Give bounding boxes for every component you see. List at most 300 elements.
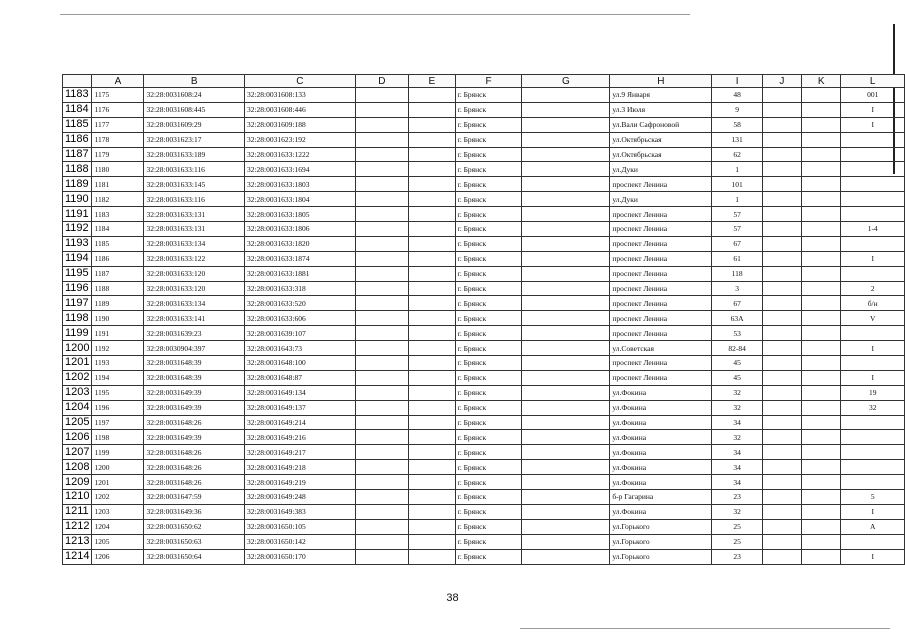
cell-j[interactable] (762, 356, 801, 371)
cell-l[interactable] (841, 192, 905, 207)
cell-h[interactable]: ул.Фокина (610, 400, 712, 415)
cell-h[interactable]: проспект Ленина (610, 207, 712, 222)
cell-f[interactable]: г. Брянск (455, 326, 522, 341)
cell-c[interactable]: 32:28:0031608:446 (244, 102, 355, 117)
cell-h[interactable]: проспект Ленина (610, 222, 712, 237)
cell-l[interactable] (841, 236, 905, 251)
cell-i[interactable]: 25 (712, 519, 762, 534)
cell-c[interactable]: 32:28:0031633:1820 (244, 236, 355, 251)
cell-e[interactable] (408, 207, 455, 222)
row-header-cell[interactable]: 1187 (63, 147, 92, 162)
cell-c[interactable]: 32:28:0031649:214 (244, 415, 355, 430)
cell-h[interactable]: ул.Горького (610, 549, 712, 564)
cell-d[interactable] (355, 207, 408, 222)
cell-l[interactable]: 5 (841, 490, 905, 505)
cell-a[interactable]: 1194 (92, 370, 144, 385)
cell-e[interactable] (408, 534, 455, 549)
cell-c[interactable]: 32:28:0031633:520 (244, 296, 355, 311)
cell-a[interactable]: 1176 (92, 102, 144, 117)
cell-e[interactable] (408, 296, 455, 311)
cell-g[interactable] (522, 251, 610, 266)
cell-a[interactable]: 1195 (92, 385, 144, 400)
column-header-d[interactable]: D (355, 75, 408, 88)
cell-k[interactable] (802, 207, 841, 222)
cell-k[interactable] (802, 147, 841, 162)
cell-k[interactable] (802, 117, 841, 132)
row-header-cell[interactable]: 1188 (63, 162, 92, 177)
cell-c[interactable]: 32:28:0031649:219 (244, 475, 355, 490)
cell-d[interactable] (355, 415, 408, 430)
cell-i[interactable]: 63А (712, 311, 762, 326)
cell-f[interactable]: г. Брянск (455, 341, 522, 356)
column-header-c[interactable]: C (244, 75, 355, 88)
cell-k[interactable] (802, 326, 841, 341)
cell-i[interactable]: 67 (712, 296, 762, 311)
cell-h[interactable]: б-р Гагарина (610, 490, 712, 505)
cell-g[interactable] (522, 341, 610, 356)
cell-c[interactable]: 32:28:0031633:1804 (244, 192, 355, 207)
cell-j[interactable] (762, 311, 801, 326)
row-header-cell[interactable]: 1206 (63, 430, 92, 445)
cell-i[interactable]: 45 (712, 356, 762, 371)
cell-c[interactable]: 32:28:0031649:216 (244, 430, 355, 445)
cell-c[interactable]: 32:28:0031633:1881 (244, 266, 355, 281)
cell-h[interactable]: проспект Ленина (610, 296, 712, 311)
cell-e[interactable] (408, 549, 455, 564)
column-header-i[interactable]: I (712, 75, 762, 88)
cell-i[interactable]: 82-84 (712, 341, 762, 356)
cell-b[interactable]: 32:28:0031633:131 (144, 207, 245, 222)
cell-h[interactable]: ул.Фокина (610, 430, 712, 445)
cell-b[interactable]: 32:28:0031633:131 (144, 222, 245, 237)
cell-l[interactable]: 1-4 (841, 222, 905, 237)
cell-g[interactable] (522, 400, 610, 415)
cell-f[interactable]: г. Брянск (455, 266, 522, 281)
cell-j[interactable] (762, 415, 801, 430)
cell-d[interactable] (355, 504, 408, 519)
cell-f[interactable]: г. Брянск (455, 222, 522, 237)
cell-i[interactable]: 58 (712, 117, 762, 132)
row-header-cell[interactable]: 1194 (63, 251, 92, 266)
cell-k[interactable] (802, 311, 841, 326)
cell-g[interactable] (522, 296, 610, 311)
cell-f[interactable]: г. Брянск (455, 385, 522, 400)
row-header-cell[interactable]: 1184 (63, 102, 92, 117)
cell-d[interactable] (355, 519, 408, 534)
cell-c[interactable]: 32:28:0031643:73 (244, 341, 355, 356)
cell-h[interactable]: проспект Ленина (610, 266, 712, 281)
cell-b[interactable]: 32:28:0031648:26 (144, 475, 245, 490)
cell-h[interactable]: ул.Октябрьская (610, 147, 712, 162)
cell-l[interactable]: I (841, 549, 905, 564)
cell-l[interactable] (841, 266, 905, 281)
cell-g[interactable] (522, 117, 610, 132)
cell-k[interactable] (802, 400, 841, 415)
row-header-cell[interactable]: 1213 (63, 534, 92, 549)
cell-h[interactable]: ул.9 Января (610, 88, 712, 103)
cell-c[interactable]: 32:28:0031649:134 (244, 385, 355, 400)
cell-i[interactable]: 3 (712, 281, 762, 296)
cell-i[interactable]: 53 (712, 326, 762, 341)
cell-l[interactable]: А (841, 519, 905, 534)
cell-c[interactable]: 32:28:0031633:1805 (244, 207, 355, 222)
cell-f[interactable]: г. Брянск (455, 177, 522, 192)
cell-b[interactable]: 32:28:0031608:445 (144, 102, 245, 117)
cell-a[interactable]: 1186 (92, 251, 144, 266)
cell-f[interactable]: г. Брянск (455, 400, 522, 415)
cell-d[interactable] (355, 281, 408, 296)
cell-k[interactable] (802, 281, 841, 296)
cell-k[interactable] (802, 162, 841, 177)
cell-j[interactable] (762, 147, 801, 162)
cell-i[interactable]: 34 (712, 475, 762, 490)
cell-a[interactable]: 1206 (92, 549, 144, 564)
cell-g[interactable] (522, 519, 610, 534)
row-header-cell[interactable]: 1195 (63, 266, 92, 281)
cell-d[interactable] (355, 222, 408, 237)
cell-i[interactable]: 9 (712, 102, 762, 117)
cell-l[interactable]: I (841, 370, 905, 385)
cell-g[interactable] (522, 370, 610, 385)
cell-f[interactable]: г. Брянск (455, 460, 522, 475)
cell-h[interactable]: ул.Дуки (610, 162, 712, 177)
cell-g[interactable] (522, 460, 610, 475)
cell-h[interactable]: ул.Фокина (610, 415, 712, 430)
cell-e[interactable] (408, 370, 455, 385)
row-header-cell[interactable]: 1201 (63, 356, 92, 371)
cell-d[interactable] (355, 311, 408, 326)
cell-i[interactable]: 57 (712, 207, 762, 222)
cell-a[interactable]: 1190 (92, 311, 144, 326)
cell-j[interactable] (762, 400, 801, 415)
row-header-cell[interactable]: 1197 (63, 296, 92, 311)
cell-i[interactable]: 45 (712, 370, 762, 385)
row-header-cell[interactable]: 1191 (63, 207, 92, 222)
cell-j[interactable] (762, 132, 801, 147)
cell-i[interactable]: 34 (712, 460, 762, 475)
cell-j[interactable] (762, 326, 801, 341)
cell-a[interactable]: 1197 (92, 415, 144, 430)
cell-g[interactable] (522, 385, 610, 400)
cell-b[interactable]: 32:28:0031649:39 (144, 400, 245, 415)
cell-g[interactable] (522, 534, 610, 549)
cell-h[interactable]: ул.Фокина (610, 460, 712, 475)
row-header-cell[interactable]: 1209 (63, 475, 92, 490)
cell-l[interactable] (841, 430, 905, 445)
cell-l[interactable]: I (841, 504, 905, 519)
cell-e[interactable] (408, 385, 455, 400)
cell-b[interactable]: 32:28:0031650:62 (144, 519, 245, 534)
cell-d[interactable] (355, 445, 408, 460)
cell-i[interactable]: 62 (712, 147, 762, 162)
cell-a[interactable]: 1191 (92, 326, 144, 341)
cell-l[interactable]: I (841, 251, 905, 266)
cell-a[interactable]: 1178 (92, 132, 144, 147)
cell-b[interactable]: 32:28:0031648:26 (144, 415, 245, 430)
cell-e[interactable] (408, 102, 455, 117)
cell-g[interactable] (522, 326, 610, 341)
cell-g[interactable] (522, 281, 610, 296)
cell-l[interactable]: 001 (841, 88, 905, 103)
cell-b[interactable]: 32:28:0031648:26 (144, 460, 245, 475)
cell-a[interactable]: 1183 (92, 207, 144, 222)
cell-e[interactable] (408, 460, 455, 475)
cell-j[interactable] (762, 534, 801, 549)
cell-k[interactable] (802, 415, 841, 430)
row-header-cell[interactable]: 1200 (63, 341, 92, 356)
cell-h[interactable]: проспект Ленина (610, 236, 712, 251)
column-header-f[interactable]: F (455, 75, 522, 88)
cell-i[interactable]: 101 (712, 177, 762, 192)
cell-g[interactable] (522, 490, 610, 505)
cell-c[interactable]: 32:28:0031649:137 (244, 400, 355, 415)
cell-f[interactable]: г. Брянск (455, 549, 522, 564)
cell-a[interactable]: 1179 (92, 147, 144, 162)
cell-d[interactable] (355, 534, 408, 549)
row-header-cell[interactable]: 1185 (63, 117, 92, 132)
cell-j[interactable] (762, 177, 801, 192)
cell-c[interactable]: 32:28:0031650:170 (244, 549, 355, 564)
cell-k[interactable] (802, 385, 841, 400)
cell-g[interactable] (522, 266, 610, 281)
cell-k[interactable] (802, 236, 841, 251)
cell-c[interactable]: 32:28:0031609:188 (244, 117, 355, 132)
cell-g[interactable] (522, 415, 610, 430)
column-header-h[interactable]: H (610, 75, 712, 88)
cell-b[interactable]: 32:28:0031649:39 (144, 430, 245, 445)
cell-a[interactable]: 1196 (92, 400, 144, 415)
cell-c[interactable]: 32:28:0031633:1694 (244, 162, 355, 177)
cell-d[interactable] (355, 475, 408, 490)
cell-d[interactable] (355, 251, 408, 266)
cell-c[interactable]: 32:28:0031633:1222 (244, 147, 355, 162)
cell-k[interactable] (802, 549, 841, 564)
cell-a[interactable]: 1204 (92, 519, 144, 534)
cell-e[interactable] (408, 430, 455, 445)
cell-l[interactable]: I (841, 102, 905, 117)
cell-h[interactable]: ул.Горького (610, 519, 712, 534)
cell-j[interactable] (762, 370, 801, 385)
cell-f[interactable]: г. Брянск (455, 147, 522, 162)
cell-a[interactable]: 1189 (92, 296, 144, 311)
cell-g[interactable] (522, 162, 610, 177)
cell-i[interactable]: 23 (712, 490, 762, 505)
row-header-cell[interactable]: 1190 (63, 192, 92, 207)
cell-c[interactable]: 32:28:0031650:142 (244, 534, 355, 549)
cell-h[interactable]: проспект Ленина (610, 356, 712, 371)
cell-g[interactable] (522, 147, 610, 162)
cell-i[interactable]: 25 (712, 534, 762, 549)
column-header-a[interactable]: A (92, 75, 144, 88)
cell-c[interactable]: 32:28:0031648:87 (244, 370, 355, 385)
cell-j[interactable] (762, 385, 801, 400)
cell-e[interactable] (408, 400, 455, 415)
cell-i[interactable]: 34 (712, 415, 762, 430)
cell-f[interactable]: г. Брянск (455, 311, 522, 326)
cell-h[interactable]: ул.3 Июля (610, 102, 712, 117)
cell-c[interactable]: 32:28:0031648:100 (244, 356, 355, 371)
cell-i[interactable]: 61 (712, 251, 762, 266)
cell-j[interactable] (762, 519, 801, 534)
column-header-j[interactable]: J (762, 75, 801, 88)
cell-b[interactable]: 32:28:0031633:120 (144, 281, 245, 296)
cell-h[interactable]: ул.Фокина (610, 504, 712, 519)
cell-l[interactable] (841, 162, 905, 177)
cell-k[interactable] (802, 222, 841, 237)
cell-b[interactable]: 32:28:0031648:26 (144, 445, 245, 460)
cell-d[interactable] (355, 370, 408, 385)
cell-l[interactable] (841, 326, 905, 341)
cell-l[interactable] (841, 460, 905, 475)
cell-f[interactable]: г. Брянск (455, 132, 522, 147)
row-header-cell[interactable]: 1198 (63, 311, 92, 326)
cell-i[interactable]: 57 (712, 222, 762, 237)
cell-c[interactable]: 32:28:0031639:107 (244, 326, 355, 341)
cell-l[interactable]: I (841, 341, 905, 356)
cell-k[interactable] (802, 132, 841, 147)
cell-d[interactable] (355, 162, 408, 177)
cell-d[interactable] (355, 460, 408, 475)
cell-l[interactable]: б/н (841, 296, 905, 311)
cell-b[interactable]: 32:28:0031649:36 (144, 504, 245, 519)
cell-b[interactable]: 32:28:0031649:39 (144, 385, 245, 400)
row-header-cell[interactable]: 1205 (63, 415, 92, 430)
cell-k[interactable] (802, 88, 841, 103)
cell-b[interactable]: 32:28:0030904:397 (144, 341, 245, 356)
cell-h[interactable]: проспект Ленина (610, 370, 712, 385)
cell-g[interactable] (522, 102, 610, 117)
cell-b[interactable]: 32:28:0031633:134 (144, 236, 245, 251)
cell-j[interactable] (762, 236, 801, 251)
cell-c[interactable]: 32:28:0031633:1803 (244, 177, 355, 192)
cell-d[interactable] (355, 430, 408, 445)
cell-f[interactable]: г. Брянск (455, 117, 522, 132)
cell-k[interactable] (802, 460, 841, 475)
cell-a[interactable]: 1198 (92, 430, 144, 445)
cell-h[interactable]: проспект Ленина (610, 281, 712, 296)
cell-f[interactable]: г. Брянск (455, 192, 522, 207)
cell-j[interactable] (762, 460, 801, 475)
cell-c[interactable]: 32:28:0031649:248 (244, 490, 355, 505)
cell-b[interactable]: 32:28:0031639:23 (144, 326, 245, 341)
cell-c[interactable]: 32:28:0031633:1874 (244, 251, 355, 266)
cell-j[interactable] (762, 281, 801, 296)
cell-g[interactable] (522, 311, 610, 326)
cell-g[interactable] (522, 445, 610, 460)
cell-j[interactable] (762, 266, 801, 281)
cell-b[interactable]: 32:28:0031609:29 (144, 117, 245, 132)
cell-b[interactable]: 32:28:0031648:39 (144, 370, 245, 385)
cell-a[interactable]: 1193 (92, 356, 144, 371)
cell-l[interactable] (841, 207, 905, 222)
cell-f[interactable]: г. Брянск (455, 475, 522, 490)
cell-f[interactable]: г. Брянск (455, 251, 522, 266)
cell-a[interactable]: 1199 (92, 445, 144, 460)
cell-b[interactable]: 32:28:0031608:24 (144, 88, 245, 103)
cell-k[interactable] (802, 504, 841, 519)
cell-b[interactable]: 32:28:0031623:17 (144, 132, 245, 147)
cell-a[interactable]: 1175 (92, 88, 144, 103)
cell-l[interactable]: 19 (841, 385, 905, 400)
cell-k[interactable] (802, 192, 841, 207)
cell-d[interactable] (355, 341, 408, 356)
cell-d[interactable] (355, 356, 408, 371)
cell-j[interactable] (762, 341, 801, 356)
cell-k[interactable] (802, 519, 841, 534)
cell-a[interactable]: 1184 (92, 222, 144, 237)
cell-e[interactable] (408, 326, 455, 341)
cell-k[interactable] (802, 356, 841, 371)
cell-g[interactable] (522, 88, 610, 103)
cell-g[interactable] (522, 475, 610, 490)
cell-d[interactable] (355, 236, 408, 251)
cell-g[interactable] (522, 236, 610, 251)
column-header-k[interactable]: K (802, 75, 841, 88)
cell-e[interactable] (408, 415, 455, 430)
cell-h[interactable]: ул.Октябрьская (610, 132, 712, 147)
row-header-cell[interactable]: 1192 (63, 222, 92, 237)
cell-l[interactable]: 2 (841, 281, 905, 296)
row-header-cell[interactable]: 1203 (63, 385, 92, 400)
cell-e[interactable] (408, 475, 455, 490)
cell-e[interactable] (408, 222, 455, 237)
cell-j[interactable] (762, 162, 801, 177)
cell-d[interactable] (355, 147, 408, 162)
cell-e[interactable] (408, 519, 455, 534)
cell-g[interactable] (522, 549, 610, 564)
cell-k[interactable] (802, 102, 841, 117)
cell-i[interactable]: 1 (712, 192, 762, 207)
cell-a[interactable]: 1187 (92, 266, 144, 281)
cell-f[interactable]: г. Брянск (455, 490, 522, 505)
cell-f[interactable]: г. Брянск (455, 207, 522, 222)
cell-e[interactable] (408, 177, 455, 192)
cell-l[interactable]: V (841, 311, 905, 326)
cell-g[interactable] (522, 177, 610, 192)
cell-b[interactable]: 32:28:0031648:39 (144, 356, 245, 371)
cell-e[interactable] (408, 341, 455, 356)
cell-j[interactable] (762, 490, 801, 505)
cell-j[interactable] (762, 251, 801, 266)
cell-k[interactable] (802, 370, 841, 385)
cell-d[interactable] (355, 385, 408, 400)
cell-f[interactable]: г. Брянск (455, 370, 522, 385)
cell-g[interactable] (522, 430, 610, 445)
cell-i[interactable]: 67 (712, 236, 762, 251)
cell-j[interactable] (762, 296, 801, 311)
cell-f[interactable]: г. Брянск (455, 415, 522, 430)
cell-l[interactable] (841, 132, 905, 147)
cell-b[interactable]: 32:28:0031650:64 (144, 549, 245, 564)
cell-j[interactable] (762, 504, 801, 519)
cell-i[interactable]: 32 (712, 385, 762, 400)
cell-j[interactable] (762, 192, 801, 207)
cell-k[interactable] (802, 430, 841, 445)
cell-j[interactable] (762, 445, 801, 460)
cell-a[interactable]: 1205 (92, 534, 144, 549)
cell-h[interactable]: ул.Вали Сафроновой (610, 117, 712, 132)
cell-c[interactable]: 32:28:0031649:218 (244, 460, 355, 475)
cell-d[interactable] (355, 102, 408, 117)
column-header-b[interactable]: B (144, 75, 245, 88)
column-header-e[interactable]: E (408, 75, 455, 88)
cell-d[interactable] (355, 549, 408, 564)
cell-e[interactable] (408, 311, 455, 326)
cell-b[interactable]: 32:28:0031633:122 (144, 251, 245, 266)
cell-b[interactable]: 32:28:0031633:116 (144, 192, 245, 207)
cell-h[interactable]: ул.Фокина (610, 475, 712, 490)
cell-f[interactable]: г. Брянск (455, 356, 522, 371)
